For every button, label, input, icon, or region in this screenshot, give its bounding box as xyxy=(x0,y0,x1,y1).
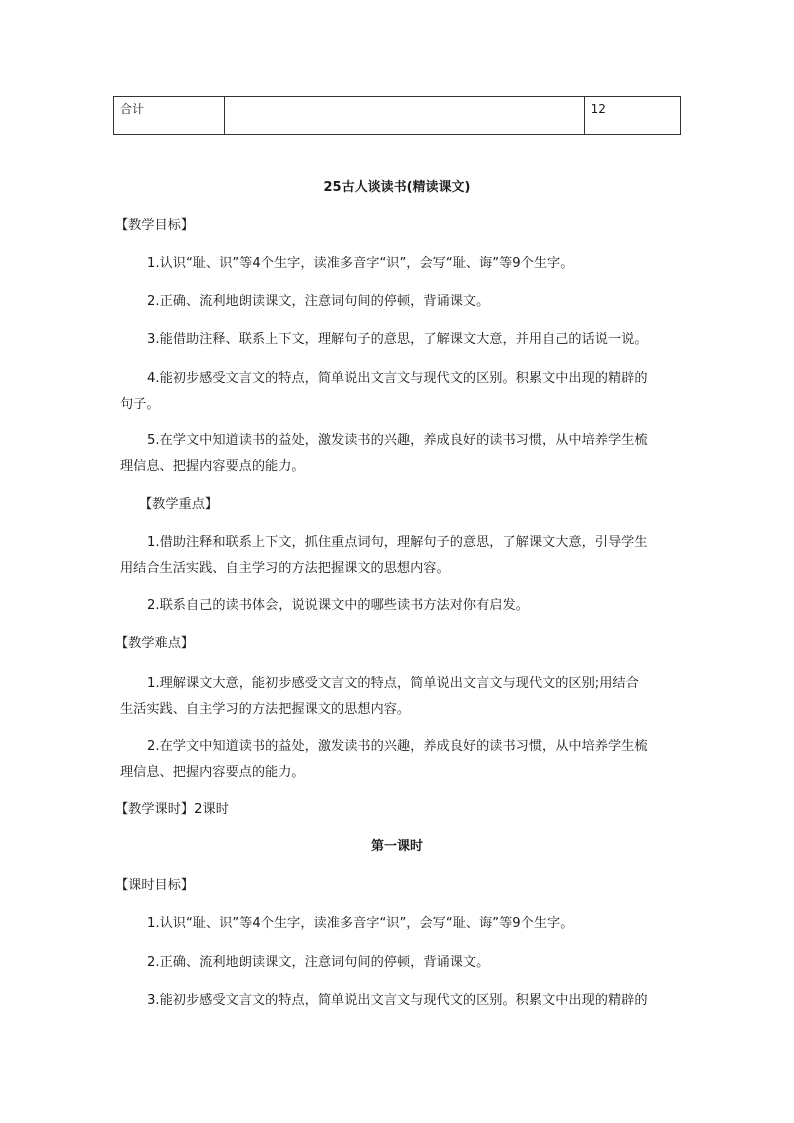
class-hours: 【教学课时】2课时 xyxy=(115,802,229,817)
focus-1-line-1: 1.借助注释和联系上下文，抓住重点词句，理解句子的意思，了解课文大意，引导学生 xyxy=(147,535,648,550)
total-value-cell: 12 xyxy=(584,97,680,135)
period-goal-3-line-1: 3.能初步感受文言文的特点，简单说出文言文与现代文的区别。积累文中出现的精辟的 xyxy=(147,993,648,1008)
goal-5-line-1: 5.在学文中知道读书的益处，激发读书的兴趣，养成良好的读书习惯，从中培养学生梳 xyxy=(147,433,648,448)
goal-4-line-2: 句子。 xyxy=(120,397,160,412)
difficulty-1-line-1: 1.理解课文大意，能初步感受文言文的特点，简单说出文言文与现代文的区别;用结合 xyxy=(147,676,639,691)
difficulty-1-line-2: 生活实践、自主学习的方法把握课文的思想内容。 xyxy=(120,702,411,717)
difficulty-2-line-1: 2.在学文中知道读书的益处，激发读书的兴趣，养成良好的读书习惯，从中培养学生梳 xyxy=(147,739,648,754)
period-goal-2-line-1: 2.正确、流利地朗读课文，注意词句间的停顿，背诵课文。 xyxy=(147,955,490,970)
total-row xyxy=(114,97,681,135)
first-period-title: 第一课时 xyxy=(370,839,423,854)
period-goals-heading: 【课时目标】 xyxy=(115,878,195,893)
focus-1-line-2: 用结合生活实践、自主学习的方法把握课文的思想内容。 xyxy=(120,561,450,576)
teaching-goals-heading: 【教学目标】 xyxy=(115,218,195,233)
goal-4-line-1: 4.能初步感受文言文的特点，简单说出文言文与现代文的区别。积累文中出现的精辟的 xyxy=(147,371,648,386)
focus-2-line-1: 2.联系自己的读书体会，说说课文中的哪些读书方法对你有启发。 xyxy=(147,598,529,613)
goal-5-line-2: 理信息、把握内容要点的能力。 xyxy=(120,459,305,474)
lesson-title: 25古人谈读书(精读课文) xyxy=(323,180,471,195)
goal-2-line-1: 2.正确、流利地朗读课文，注意词句间的停顿，背诵课文。 xyxy=(147,294,490,309)
goal-3-line-1: 3.能借助注释、联系上下文，理解句子的意思，了解课文大意，并用自己的话说一说。 xyxy=(147,332,648,347)
goal-1-line-1: 1.认识“耻、识”等4个生字，读准多音字“识”，会写“耻、诲”等9个生字。 xyxy=(147,256,574,271)
teaching-difficulty-heading: 【教学难点】 xyxy=(115,636,195,651)
total-table xyxy=(113,96,681,135)
total-empty-cell xyxy=(225,97,584,135)
total-label-cell: 合计 xyxy=(114,97,225,135)
period-goal-1-line-1: 1.认识“耻、识”等4个生字，读准多音字“识”，会写“耻、诲”等9个生字。 xyxy=(147,916,574,931)
difficulty-2-line-2: 理信息、把握内容要点的能力。 xyxy=(120,765,305,780)
teaching-focus-heading: 【教学重点】 xyxy=(139,497,219,512)
